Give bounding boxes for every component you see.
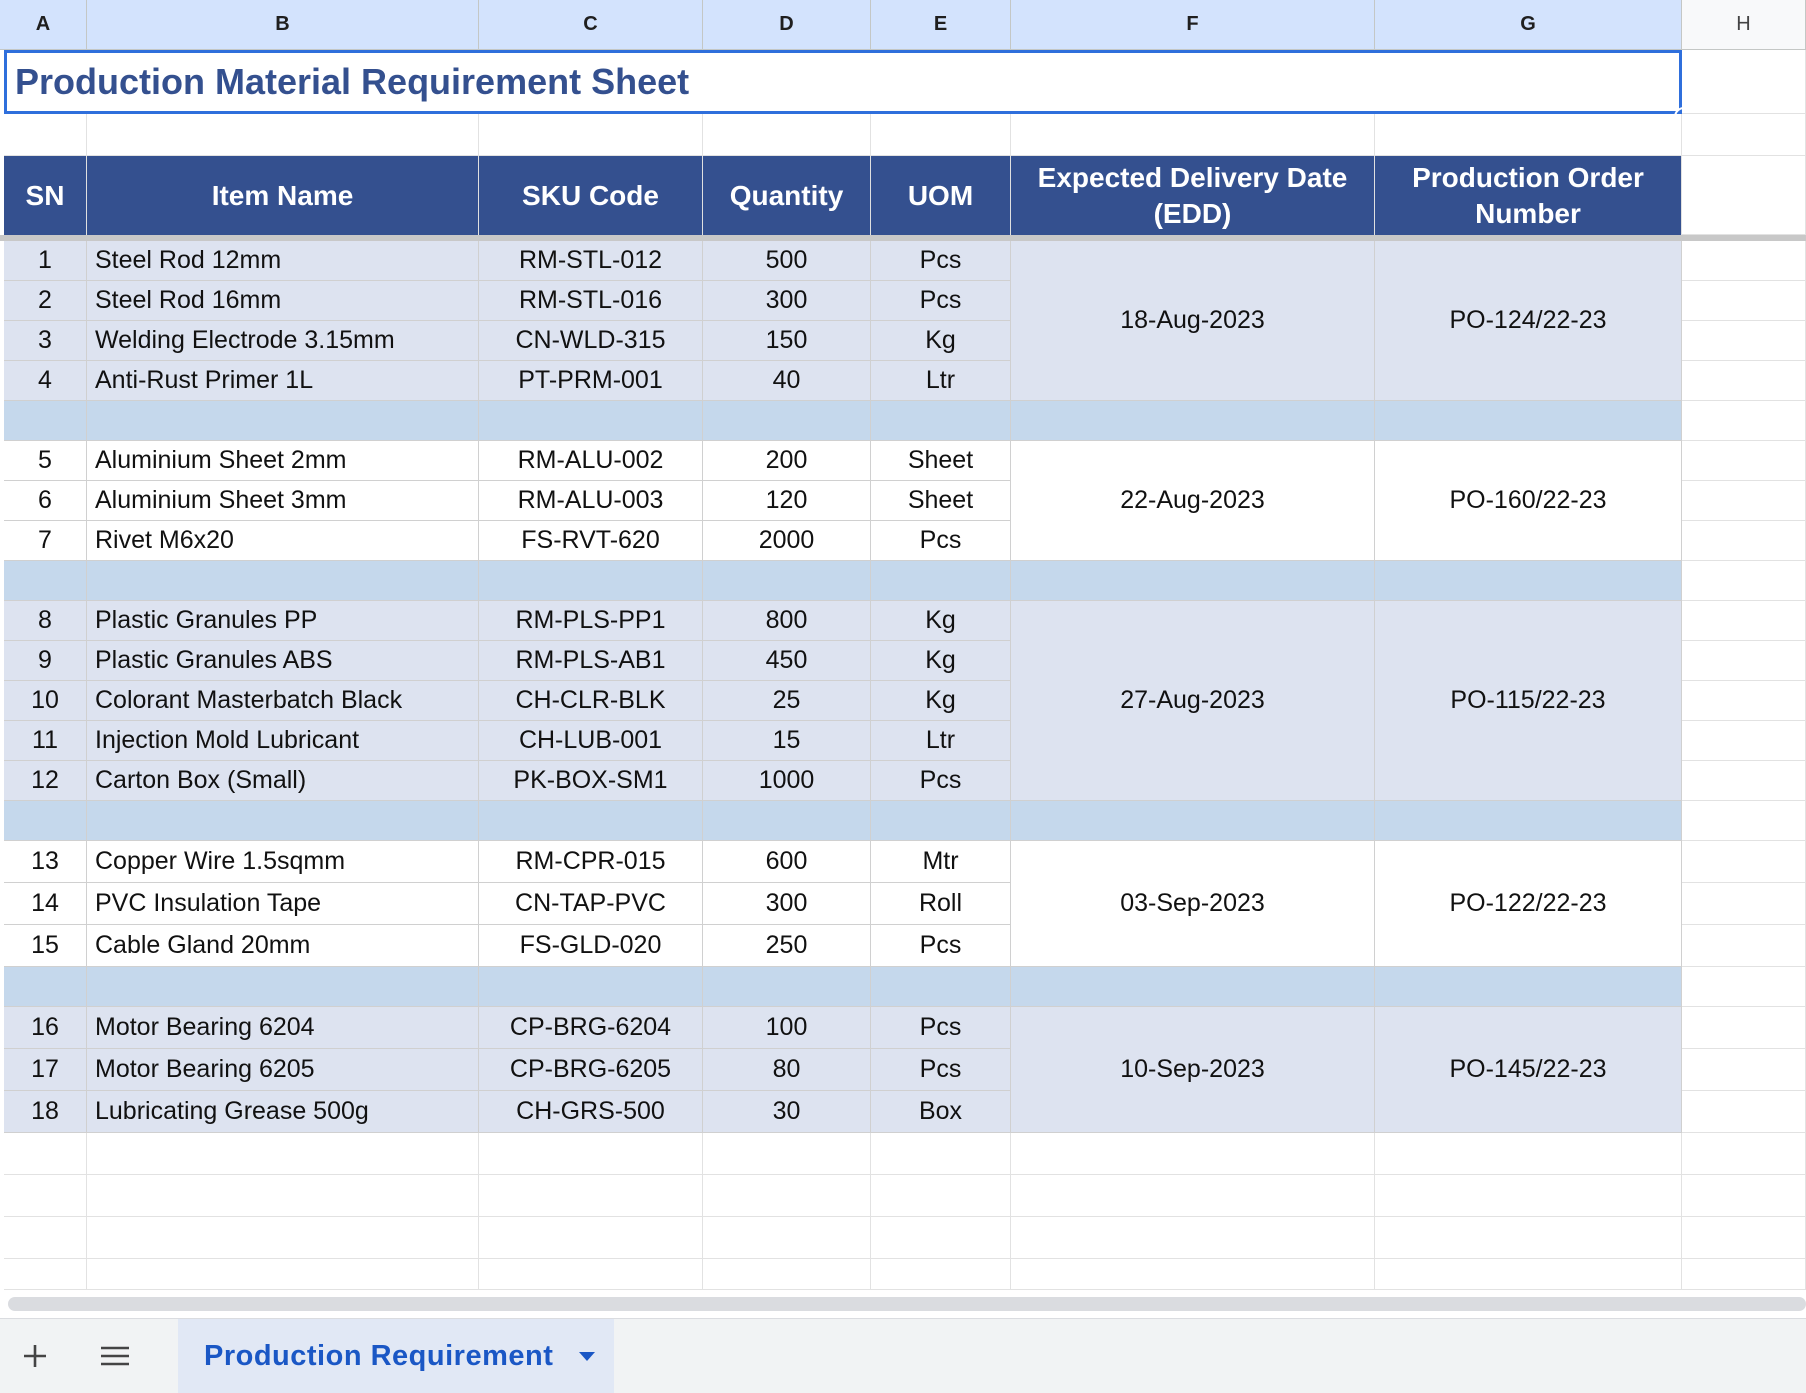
empty-cell[interactable] <box>1682 967 1806 1007</box>
cell-sku[interactable]: PT-PRM-001 <box>479 361 703 401</box>
cell-quantity[interactable]: 600 <box>703 841 871 883</box>
cell-item-name[interactable]: Plastic Granules ABS <box>87 641 479 681</box>
sheet-tab-label: Production Requirement <box>204 1339 554 1372</box>
cell-sn[interactable]: 5 <box>4 441 87 481</box>
empty-cell[interactable] <box>1682 1049 1806 1091</box>
sheet-title-cell[interactable]: Production Material Requirement Sheet <box>4 50 1682 114</box>
empty-cell[interactable] <box>1682 441 1806 481</box>
separator-row-cell[interactable] <box>1011 967 1375 1007</box>
cell-sn[interactable]: 6 <box>4 481 87 521</box>
empty-cell[interactable] <box>1682 761 1806 801</box>
cell-sku[interactable]: PK-BOX-SM1 <box>479 761 703 801</box>
cell-sn[interactable]: 3 <box>4 321 87 361</box>
plus-icon <box>22 1343 48 1369</box>
column-header-f[interactable]: F <box>1011 0 1375 50</box>
empty-cell[interactable] <box>4 1133 87 1175</box>
empty-cell[interactable] <box>87 1175 479 1217</box>
empty-cell[interactable] <box>1682 1007 1806 1049</box>
cell-uom[interactable]: Kg <box>871 321 1011 361</box>
separator-row-cell[interactable] <box>479 561 703 601</box>
separator-row-cell[interactable] <box>87 401 479 441</box>
cell-sku[interactable]: FS-GLD-020 <box>479 925 703 967</box>
empty-cell[interactable] <box>1682 361 1806 401</box>
cell-sn[interactable]: 1 <box>4 241 87 281</box>
frozen-rows-divider[interactable] <box>0 235 1806 241</box>
empty-cell[interactable] <box>1682 925 1806 967</box>
cell-sn[interactable]: 10 <box>4 681 87 721</box>
cell-sku[interactable]: CP-BRG-6204 <box>479 1007 703 1049</box>
cell-sku[interactable]: RM-ALU-003 <box>479 481 703 521</box>
separator-row-cell[interactable] <box>479 401 703 441</box>
column-header-g[interactable]: G <box>1375 0 1682 50</box>
cell-uom[interactable]: Pcs <box>871 281 1011 321</box>
empty-cell[interactable] <box>871 1259 1011 1290</box>
cell-sku[interactable]: FS-RVT-620 <box>479 521 703 561</box>
separator-row-cell[interactable] <box>1375 401 1682 441</box>
cell-sn[interactable]: 14 <box>4 883 87 925</box>
cell-item-name[interactable]: Motor Bearing 6205 <box>87 1049 479 1091</box>
empty-cell[interactable] <box>1682 1091 1806 1133</box>
cell-item-name[interactable]: Steel Rod 12mm <box>87 241 479 281</box>
cell-quantity[interactable]: 300 <box>703 281 871 321</box>
table-header-cell[interactable]: Expected Delivery Date (EDD) <box>1011 156 1375 235</box>
cell-uom[interactable]: Ltr <box>871 361 1011 401</box>
cell-item-name[interactable]: Motor Bearing 6204 <box>87 1007 479 1049</box>
empty-cell[interactable] <box>871 114 1011 156</box>
empty-cell[interactable] <box>1682 721 1806 761</box>
column-header-c[interactable]: C <box>479 0 703 50</box>
cell-sn[interactable]: 4 <box>4 361 87 401</box>
cell-po-number[interactable]: PO-160/22-23 <box>1375 441 1682 561</box>
empty-cell[interactable] <box>1682 883 1806 925</box>
empty-cell[interactable] <box>87 1259 479 1290</box>
cell-quantity[interactable]: 300 <box>703 883 871 925</box>
cell-item-name[interactable]: Steel Rod 16mm <box>87 281 479 321</box>
empty-cell[interactable] <box>1011 1217 1375 1259</box>
cell-sku[interactable]: RM-STL-012 <box>479 241 703 281</box>
cell-sn[interactable]: 15 <box>4 925 87 967</box>
separator-row-cell[interactable] <box>703 401 871 441</box>
empty-cell[interactable] <box>1682 841 1806 883</box>
separator-row-cell[interactable] <box>1011 801 1375 841</box>
separator-row-cell[interactable] <box>871 401 1011 441</box>
cell-sku[interactable]: CH-LUB-001 <box>479 721 703 761</box>
separator-row-cell[interactable] <box>4 401 87 441</box>
empty-cell[interactable] <box>703 1217 871 1259</box>
cell-po-number[interactable]: PO-124/22-23 <box>1375 241 1682 401</box>
cell-item-name[interactable]: Carton Box (Small) <box>87 761 479 801</box>
cell-uom[interactable]: Roll <box>871 883 1011 925</box>
cell-item-name[interactable]: Rivet M6x20 <box>87 521 479 561</box>
cell-edd[interactable]: 27-Aug-2023 <box>1011 601 1375 801</box>
empty-cell[interactable] <box>1011 1133 1375 1175</box>
separator-row-cell[interactable] <box>871 967 1011 1007</box>
cell-edd[interactable]: 03-Sep-2023 <box>1011 841 1375 967</box>
empty-cell[interactable] <box>1682 601 1806 641</box>
hamburger-menu-icon <box>100 1344 130 1368</box>
separator-row-cell[interactable] <box>1011 561 1375 601</box>
empty-cell[interactable] <box>1682 156 1806 235</box>
cell-uom[interactable]: Sheet <box>871 481 1011 521</box>
separator-row-cell[interactable] <box>1375 801 1682 841</box>
caret-down-icon[interactable] <box>579 1352 595 1361</box>
separator-row-cell[interactable] <box>4 967 87 1007</box>
cell-sn[interactable]: 11 <box>4 721 87 761</box>
separator-row-cell[interactable] <box>1375 967 1682 1007</box>
cell-item-name[interactable]: Injection Mold Lubricant <box>87 721 479 761</box>
sheet-tab-production-requirement[interactable] <box>178 1319 614 1393</box>
empty-cell[interactable] <box>4 1175 87 1217</box>
cell-quantity[interactable]: 1000 <box>703 761 871 801</box>
empty-cell[interactable] <box>703 1175 871 1217</box>
cell-uom[interactable]: Kg <box>871 681 1011 721</box>
horizontal-scrollbar[interactable] <box>8 1297 1806 1311</box>
separator-row-cell[interactable] <box>703 801 871 841</box>
cell-uom[interactable]: Pcs <box>871 761 1011 801</box>
separator-row-cell[interactable] <box>871 561 1011 601</box>
empty-cell[interactable] <box>1375 1133 1682 1175</box>
empty-cell[interactable] <box>4 1259 87 1290</box>
cell-uom[interactable]: Pcs <box>871 925 1011 967</box>
cell-sku[interactable]: RM-ALU-002 <box>479 441 703 481</box>
cell-item-name[interactable]: Plastic Granules PP <box>87 601 479 641</box>
table-header-cell[interactable]: Item Name <box>87 156 479 235</box>
cell-uom[interactable]: Pcs <box>871 521 1011 561</box>
separator-row-cell[interactable] <box>87 561 479 601</box>
cell-sku[interactable]: RM-PLS-PP1 <box>479 601 703 641</box>
cell-sn[interactable]: 16 <box>4 1007 87 1049</box>
cell-sn[interactable]: 8 <box>4 601 87 641</box>
empty-cell[interactable] <box>703 1259 871 1290</box>
cell-quantity[interactable]: 80 <box>703 1049 871 1091</box>
cell-po-number[interactable]: PO-145/22-23 <box>1375 1007 1682 1133</box>
cell-item-name[interactable]: Aluminium Sheet 2mm <box>87 441 479 481</box>
empty-cell[interactable] <box>479 1133 703 1175</box>
cell-item-name[interactable]: PVC Insulation Tape <box>87 883 479 925</box>
empty-cell[interactable] <box>479 1175 703 1217</box>
cell-uom[interactable]: Ltr <box>871 721 1011 761</box>
cell-sku[interactable]: RM-CPR-015 <box>479 841 703 883</box>
cell-uom[interactable]: Pcs <box>871 1049 1011 1091</box>
cell-sku[interactable]: RM-PLS-AB1 <box>479 641 703 681</box>
empty-cell[interactable] <box>1682 521 1806 561</box>
empty-cell[interactable] <box>87 1133 479 1175</box>
cell-po-number[interactable]: PO-115/22-23 <box>1375 601 1682 801</box>
cell-quantity[interactable]: 500 <box>703 241 871 281</box>
cell-sn[interactable]: 12 <box>4 761 87 801</box>
cell-uom[interactable]: Sheet <box>871 441 1011 481</box>
separator-row-cell[interactable] <box>703 561 871 601</box>
separator-row-cell[interactable] <box>1375 561 1682 601</box>
separator-row-cell[interactable] <box>1011 401 1375 441</box>
column-header-h[interactable]: H <box>1682 0 1806 50</box>
cell-quantity[interactable]: 150 <box>703 321 871 361</box>
empty-cell[interactable] <box>1682 241 1806 281</box>
empty-cell[interactable] <box>479 114 703 156</box>
cell-sn[interactable]: 9 <box>4 641 87 681</box>
empty-cell[interactable] <box>1011 1175 1375 1217</box>
cell-quantity[interactable]: 200 <box>703 441 871 481</box>
add-sheet-button[interactable] <box>12 1333 58 1379</box>
cell-quantity[interactable]: 100 <box>703 1007 871 1049</box>
cell-quantity[interactable]: 30 <box>703 1091 871 1133</box>
empty-cell[interactable] <box>1375 1217 1682 1259</box>
cell-uom[interactable]: Kg <box>871 641 1011 681</box>
empty-cell[interactable] <box>871 1217 1011 1259</box>
separator-row-cell[interactable] <box>87 801 479 841</box>
empty-cell[interactable] <box>4 114 87 156</box>
cell-sku[interactable]: RM-STL-016 <box>479 281 703 321</box>
empty-cell[interactable] <box>871 1133 1011 1175</box>
cell-sku[interactable]: CP-BRG-6205 <box>479 1049 703 1091</box>
column-header-a[interactable]: A <box>0 0 87 50</box>
separator-row-cell[interactable] <box>4 561 87 601</box>
cell-item-name[interactable]: Anti-Rust Primer 1L <box>87 361 479 401</box>
empty-cell[interactable] <box>1682 114 1806 156</box>
table-header-cell[interactable]: SN <box>4 156 87 235</box>
cell-sn[interactable]: 18 <box>4 1091 87 1133</box>
empty-cell[interactable] <box>1011 114 1375 156</box>
cell-uom[interactable]: Mtr <box>871 841 1011 883</box>
cell-item-name[interactable]: Lubricating Grease 500g <box>87 1091 479 1133</box>
empty-cell[interactable] <box>703 114 871 156</box>
table-header-cell[interactable]: Production Order Number <box>1375 156 1682 235</box>
cell-quantity[interactable]: 40 <box>703 361 871 401</box>
empty-cell[interactable] <box>4 1217 87 1259</box>
cell-uom[interactable]: Kg <box>871 601 1011 641</box>
cell-quantity[interactable]: 800 <box>703 601 871 641</box>
empty-cell[interactable] <box>1682 1259 1806 1290</box>
cell-uom[interactable]: Pcs <box>871 1007 1011 1049</box>
cell-sn[interactable]: 7 <box>4 521 87 561</box>
cell-sku[interactable]: CN-WLD-315 <box>479 321 703 361</box>
cell-sn[interactable]: 2 <box>4 281 87 321</box>
cell-quantity[interactable]: 15 <box>703 721 871 761</box>
separator-row-cell[interactable] <box>871 801 1011 841</box>
empty-cell[interactable] <box>1682 561 1806 601</box>
empty-cell[interactable] <box>871 1175 1011 1217</box>
empty-cell[interactable] <box>87 1217 479 1259</box>
separator-row-cell[interactable] <box>87 967 479 1007</box>
empty-cell[interactable] <box>87 114 479 156</box>
separator-row-cell[interactable] <box>4 801 87 841</box>
column-header-e[interactable]: E <box>871 0 1011 50</box>
table-header-cell[interactable]: SKU Code <box>479 156 703 235</box>
cell-edd[interactable]: 10-Sep-2023 <box>1011 1007 1375 1133</box>
empty-cell[interactable] <box>479 1259 703 1290</box>
cell-sku[interactable]: CH-CLR-BLK <box>479 681 703 721</box>
cell-item-name[interactable]: Cable Gland 20mm <box>87 925 479 967</box>
column-header-d[interactable]: D <box>703 0 871 50</box>
separator-row-cell[interactable] <box>479 967 703 1007</box>
all-sheets-button[interactable] <box>92 1333 138 1379</box>
empty-cell[interactable] <box>1682 641 1806 681</box>
column-header-b[interactable]: B <box>87 0 479 50</box>
empty-cell[interactable] <box>703 1133 871 1175</box>
cell-uom[interactable]: Pcs <box>871 241 1011 281</box>
cell-quantity[interactable]: 25 <box>703 681 871 721</box>
empty-cell[interactable] <box>1375 1259 1682 1290</box>
cell-quantity[interactable]: 250 <box>703 925 871 967</box>
cell-item-name[interactable]: Aluminium Sheet 3mm <box>87 481 479 521</box>
empty-cell[interactable] <box>1682 1133 1806 1175</box>
cell-po-number[interactable]: PO-122/22-23 <box>1375 841 1682 967</box>
separator-row-cell[interactable] <box>479 801 703 841</box>
empty-cell[interactable] <box>1011 1259 1375 1290</box>
cell-uom[interactable]: Box <box>871 1091 1011 1133</box>
cell-edd[interactable]: 22-Aug-2023 <box>1011 441 1375 561</box>
cell-quantity[interactable]: 450 <box>703 641 871 681</box>
empty-cell[interactable] <box>1375 114 1682 156</box>
empty-cell[interactable] <box>1682 1217 1806 1259</box>
cell-quantity[interactable]: 2000 <box>703 521 871 561</box>
table-header-cell[interactable]: Quantity <box>703 156 871 235</box>
cell-sn[interactable]: 17 <box>4 1049 87 1091</box>
cell-item-name[interactable]: Copper Wire 1.5sqmm <box>87 841 479 883</box>
empty-cell[interactable] <box>1682 1175 1806 1217</box>
cell-edd[interactable]: 18-Aug-2023 <box>1011 241 1375 401</box>
cell-sn[interactable]: 13 <box>4 841 87 883</box>
empty-cell[interactable] <box>1682 681 1806 721</box>
sheet-tab-bar <box>0 1318 1806 1393</box>
cell-item-name[interactable]: Welding Electrode 3.15mm <box>87 321 479 361</box>
cell-sku[interactable]: CH-GRS-500 <box>479 1091 703 1133</box>
separator-row-cell[interactable] <box>703 967 871 1007</box>
empty-cell[interactable] <box>1375 1175 1682 1217</box>
empty-cell[interactable] <box>1682 801 1806 841</box>
cell-sku[interactable]: CN-TAP-PVC <box>479 883 703 925</box>
empty-cell[interactable] <box>1682 401 1806 441</box>
empty-cell[interactable] <box>1682 481 1806 521</box>
cell-item-name[interactable]: Colorant Masterbatch Black <box>87 681 479 721</box>
empty-cell[interactable] <box>479 1217 703 1259</box>
table-header-cell[interactable]: UOM <box>871 156 1011 235</box>
empty-cell[interactable] <box>1682 50 1806 114</box>
empty-cell[interactable] <box>1682 321 1806 361</box>
cell-quantity[interactable]: 120 <box>703 481 871 521</box>
empty-cell[interactable] <box>1682 281 1806 321</box>
